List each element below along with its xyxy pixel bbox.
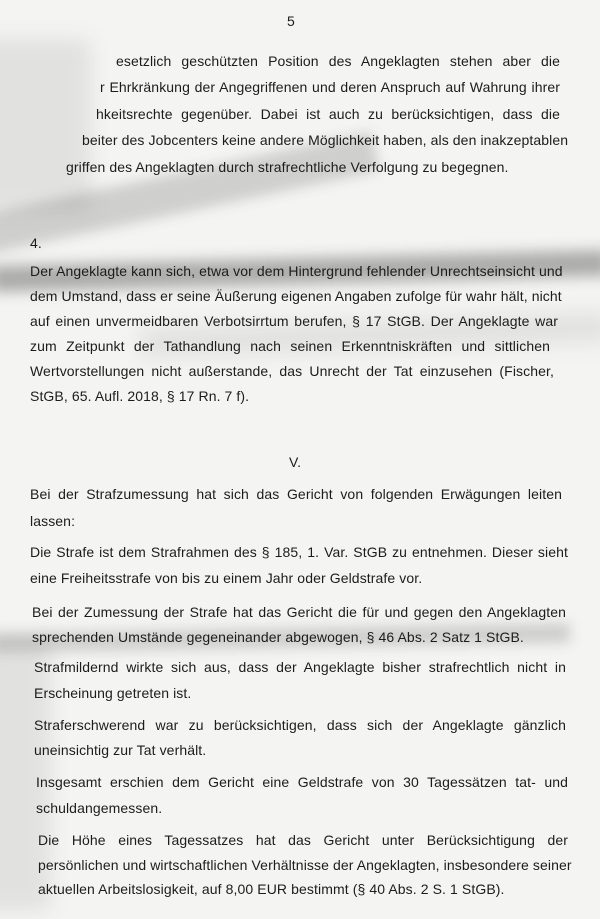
text-line: Strafmildernd wirkte sich aus, dass der Angeklagte bisher strafrechtlich nicht in: [34, 659, 566, 675]
text-line: Bei der Zumessung der Strafe hat das Gericht die für und gegen den Angeklagten: [32, 604, 566, 620]
text-line: r Ehrkränkung der Angegriffenen und deren Anspruch auf Wahrung ihrer: [100, 79, 560, 95]
text-line: Erscheinung getreten ist.: [34, 685, 192, 701]
text-line: lassen:: [30, 513, 76, 529]
text-line: Bei der Strafzumessung hat sich das Gericht von folgenden Erwägungen leiten: [30, 486, 562, 502]
section-number-4: 4.: [30, 235, 42, 251]
text-line: griffen des Angeklagten durch strafrechtliche Verfolgung zu begegnen.: [66, 159, 509, 175]
text-line: sprechenden Umstände gegeneinander abgewogen, § 46 Abs. 2 Satz 1 StGB.: [32, 629, 524, 645]
text-line: eine Freiheitsstrafe von bis zu einem Jahr oder Geldstrafe vor.: [30, 570, 423, 586]
text-line: Wertvorstellungen nicht außerstande, das Unrecht der Tat einzusehen (Fischer,: [30, 363, 554, 379]
page-number: 5: [287, 13, 295, 29]
text-line: schuldangemessen.: [36, 800, 163, 816]
text-line: Die Strafe ist dem Strafrahmen des § 185, 1. Var. StGB zu entnehmen. Dieser sieht: [30, 544, 568, 560]
text-line: Die Höhe eines Tagessatzes hat das Gericht unter Berücksichtigung der: [38, 832, 568, 848]
scan-shadow-diagonal: [0, 132, 380, 258]
text-line: Insgesamt erschien dem Gericht eine Geldstrafe von 30 Tagessätzen tat- und: [36, 774, 568, 790]
text-line: beiter des Jobcenters keine andere Möglichkeit haben, als den inakzeptablen: [82, 132, 569, 148]
text-line: uneinsichtig zur Tat verhält.: [34, 742, 207, 758]
text-line: StGB, 65. Aufl. 2018, § 17 Rn. 7 f).: [30, 388, 250, 404]
text-line: Der Angeklagte kann sich, etwa vor dem Hintergrund fehlender Unrechtseinsicht und: [30, 263, 563, 279]
text-line: hkeitsrechte gegenüber. Dabei ist auch zu berücksichtigen, dass die: [96, 106, 560, 122]
text-line: dem Umstand, dass er seine Äußerung eigenen Angaben zufolge für wahr hält, nicht: [30, 288, 562, 304]
text-line: esetzlich geschützten Position des Angeklagten stehen aber die: [116, 53, 560, 69]
scan-shadow-top-left: [0, 40, 90, 210]
section-heading-v: V.: [289, 454, 302, 470]
text-line: Straferschwerend war zu berücksichtigen, dass sich der Angeklagte gänzlich: [34, 717, 566, 733]
text-line: auf einen unvermeidbaren Verbotsirrtum berufen, § 17 StGB. Der Angeklagte war: [30, 313, 558, 329]
text-line: aktuellen Arbeitslosigkeit, auf 8,00 EUR bestimmt (§ 40 Abs. 2 S. 1 StGB).: [38, 881, 505, 897]
text-line: persönlichen und wirtschaftlichen Verhältnisse der Angeklagten, insbesondere seiner: [38, 857, 572, 873]
text-line: zum Zeitpunkt der Tathandlung nach seinen Erkenntniskräften und sittlichen: [30, 338, 550, 354]
